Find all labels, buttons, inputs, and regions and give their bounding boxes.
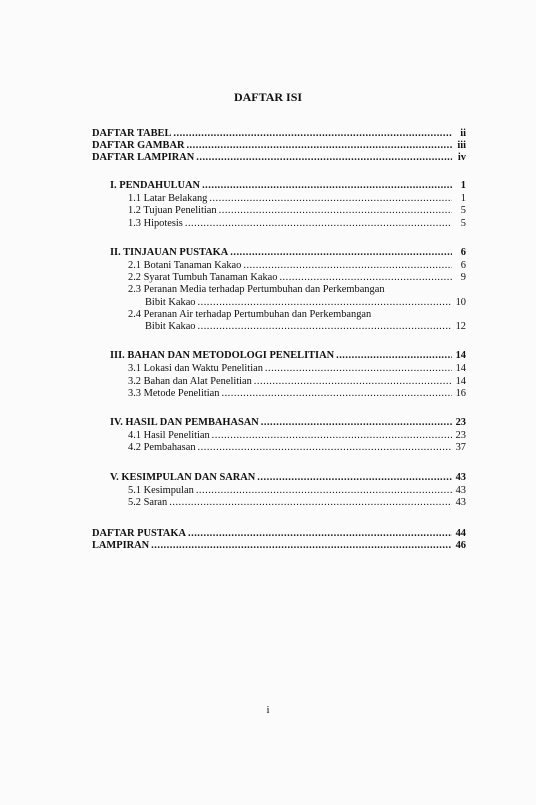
- toc-entry-page: iv: [457, 152, 466, 164]
- leader-dots: [221, 388, 452, 400]
- page-number: i: [266, 704, 270, 716]
- toc-subentry-label: 1.1 Latar Belakang: [128, 193, 208, 205]
- toc-subentry: [128, 309, 466, 321]
- toc-entry-page: iii: [457, 140, 466, 152]
- leader-dots: [279, 272, 452, 284]
- toc-chapter-page: 1: [460, 180, 466, 191]
- leader-dots: [202, 180, 452, 192]
- toc-chapter: [110, 350, 466, 362]
- leader-dots: [230, 247, 452, 259]
- toc-subentry: [128, 388, 466, 400]
- leader-dots: [219, 205, 452, 217]
- toc-subentry-page: 9: [460, 272, 466, 284]
- leader-dots: [169, 497, 452, 509]
- toc-entry: [92, 528, 466, 540]
- toc-subentry: [128, 430, 466, 442]
- leader-dots: [185, 218, 452, 230]
- toc-chapter: [110, 180, 466, 192]
- toc-subentry-cont-label: Bibit Kakao: [145, 321, 196, 332]
- toc-subentry-page: 1: [460, 193, 466, 205]
- toc-subentry: [128, 193, 466, 205]
- toc-chapter-label: II. TINJAUAN PUSTAKA: [110, 246, 229, 258]
- toc-entry-label: LAMPIRAN: [92, 540, 150, 552]
- toc-entry: [92, 140, 466, 152]
- toc-chapter-label: I. PENDAHULUAN: [110, 180, 201, 191]
- leader-dots: [212, 430, 452, 442]
- toc-subentry-label: 1.2 Tujuan Penelitian: [128, 205, 217, 217]
- leader-dots: [198, 442, 452, 454]
- leader-dots: [336, 350, 452, 362]
- toc-subentry: [128, 363, 466, 375]
- toc-entry-page: 44: [455, 528, 466, 540]
- toc-entry: [92, 540, 466, 552]
- leader-dots: [196, 152, 452, 164]
- toc-subentry-page: 16: [455, 387, 466, 399]
- toc-chapter-label: V. KESIMPULAN DAN SARAN: [110, 471, 256, 483]
- toc-chapter-page: 23: [455, 417, 466, 428]
- toc-subentry: [128, 485, 466, 497]
- toc-subentry-label: 3.2 Bahan dan Alat Penelitian: [128, 375, 252, 387]
- leader-dots: [243, 260, 452, 272]
- toc-subentry-cont-label: Bibit Kakao: [145, 296, 196, 308]
- toc-entry-label: DAFTAR LAMPIRAN: [92, 152, 195, 164]
- toc-chapter-page: 43: [455, 471, 466, 483]
- toc-entry: [92, 128, 466, 140]
- toc-chapter-label: IV. HASIL DAN PEMBAHASAN: [110, 417, 259, 428]
- toc-chapter: [110, 247, 466, 259]
- leader-dots: [151, 540, 452, 552]
- toc-subentry-page: 14: [455, 363, 466, 375]
- toc-subentry-page: 43: [455, 497, 466, 508]
- toc-chapter-page: 6: [460, 246, 466, 258]
- toc-entry: [92, 152, 466, 164]
- toc-subentry-cont: [145, 321, 466, 333]
- page-title: DAFTAR ISI: [233, 90, 303, 104]
- toc-subentry-label: 3.3 Metode Penelitian: [128, 387, 220, 399]
- toc-subentry-page: 5: [460, 217, 466, 229]
- toc-subentry-page: 6: [460, 260, 466, 271]
- leader-dots: [186, 140, 452, 152]
- toc-chapter-page: 14: [455, 350, 466, 362]
- leader-dots: [261, 417, 452, 429]
- toc-subentry-page: 5: [460, 205, 466, 217]
- toc-subentry-label: 3.1 Lokasi dan Waktu Penelitian: [128, 363, 263, 375]
- toc-subentry-label: 2.4 Peranan Air terhadap Pertumbuhan dan Perkembangan: [128, 308, 372, 320]
- leader-dots: [257, 472, 452, 484]
- toc-subentry-cont-page: 10: [455, 296, 466, 308]
- toc-subentry: [128, 218, 466, 230]
- toc-subentry-label: 5.1 Kesimpulan: [128, 484, 194, 496]
- toc-subentry-page: 37: [455, 442, 466, 454]
- leader-dots: [254, 376, 452, 388]
- toc-entry-label: DAFTAR TABEL: [92, 128, 172, 139]
- toc-entry-label: DAFTAR PUSTAKA: [92, 528, 186, 540]
- toc-subentry: [128, 376, 466, 388]
- toc-subentry: [128, 260, 466, 272]
- leader-dots: [196, 485, 452, 497]
- toc-subentry-label: 1.3 Hipotesis: [128, 217, 183, 229]
- toc-subentry: [128, 272, 466, 284]
- toc-subentry-label: 2.2 Syarat Tumbuh Tanaman Kakao: [128, 272, 278, 284]
- toc-subentry-label: 2.3 Peranan Media terhadap Pertumbuhan dan Perkembangan: [128, 284, 385, 296]
- leader-dots: [173, 128, 452, 140]
- toc-chapter: [110, 472, 466, 484]
- leader-dots: [198, 321, 452, 333]
- leader-dots: [198, 297, 452, 309]
- toc-subentry-label: 4.1 Hasil Penelitian: [128, 430, 210, 442]
- toc-subentry-page: 43: [455, 484, 466, 496]
- toc-subentry-cont: [145, 297, 466, 309]
- toc-subentry: [128, 442, 466, 454]
- toc-entry-page: ii: [460, 128, 466, 139]
- toc-subentry: [128, 497, 466, 509]
- toc-subentry-label: 2.1 Botani Tanaman Kakao: [128, 260, 242, 271]
- toc-subentry-page: 23: [455, 430, 466, 442]
- toc-entry-label: DAFTAR GAMBAR: [92, 140, 185, 152]
- toc-chapter-label: III. BAHAN DAN METODOLOGI PENELITIAN: [110, 350, 335, 362]
- leader-dots: [188, 528, 452, 540]
- leader-dots: [265, 363, 452, 375]
- leader-dots: [209, 193, 452, 205]
- toc-chapter: [110, 417, 466, 429]
- toc-subentry-label: 4.2 Pembahasan: [128, 442, 196, 454]
- toc-entry-page: 46: [455, 540, 466, 552]
- toc-subentry: [128, 205, 466, 217]
- toc-subentry: [128, 284, 466, 296]
- toc-subentry-page: 14: [455, 375, 466, 387]
- toc-subentry-cont-page: 12: [455, 321, 466, 332]
- toc-subentry-label: 5.2 Saran: [128, 497, 168, 508]
